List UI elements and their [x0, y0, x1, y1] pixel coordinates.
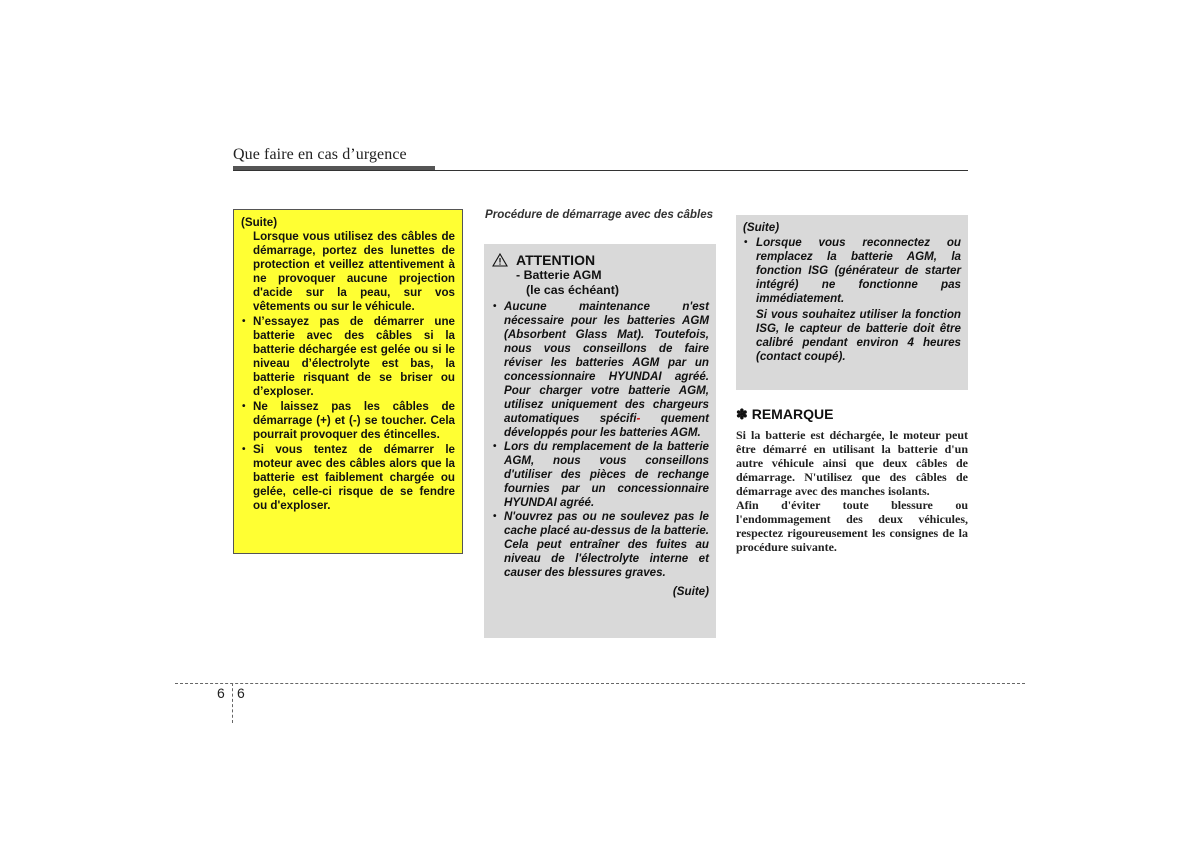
footer-divider: [232, 683, 233, 723]
attention-bullet: • Lors du remplacement de la batterie AGM, nous vous conseillons d'utiliser des pièces de rechange fournies par un concessionnaire HYUNDAI agréé.: [492, 440, 709, 510]
warning-list: [241, 315, 455, 513]
warning-intro: Lorsque vous utilisez des câbles de démarrage, portez des lunettes de protection et veillez attentivement à ne provoquer aucune projection d'acide sur la peau, sur vos vêtements ou sur le véhicule.: [253, 230, 455, 313]
section-heading: Procédure de démarrage avec des câbles: [485, 208, 714, 221]
attention-suite-label: (Suite): [672, 585, 709, 598]
attention-box: [484, 244, 716, 638]
remark-star-icon: ✽: [736, 406, 748, 422]
hyphen-mark: -: [636, 412, 641, 425]
attention-list: [492, 300, 709, 580]
warning-triangle-icon: [492, 253, 508, 267]
warning-suite-label: (Suite): [241, 216, 278, 229]
attention-bullet-tail: quement développés pour les batteries AGM.: [504, 412, 709, 439]
attention-title: ATTENTION: [516, 252, 596, 268]
continued-list: [743, 236, 961, 306]
attention-bullet: • N'ouvrez pas ou ne soulevez pas le cache placé au-dessus de la batterie. Cela peut entraîner des fuites au niveau de l'électrolyte interne et causer des blessures graves.: [492, 510, 709, 580]
continued-bullet: • Lorsque vous reconnectez ou remplacez la batterie AGM, la fonction ISG (générateur de starter intégré) ne fonctionne pas immédiatement.: [743, 236, 961, 306]
continued-box: [736, 215, 968, 390]
footer-rule: [175, 683, 1025, 684]
remark-heading: [736, 406, 833, 423]
warning-bullet: • Ne laissez pas les câbles de démarrage (+) et (-) se toucher. Cela pourrait provoquer des étincelles.: [241, 400, 455, 442]
continued-paragraph: Si vous souhaitez utiliser la fonction ISG, le capteur de batterie doit être calibré pendant environ 4 heures (contact coupé).: [756, 308, 961, 363]
page-section-title: Que faire en cas d’urgence: [233, 146, 407, 163]
continued-suite-label: (Suite): [743, 221, 780, 234]
warning-box: [233, 209, 463, 554]
remark-body: [736, 428, 968, 554]
attention-subtitle-line2: (le cas échéant): [526, 283, 619, 297]
remark-paragraph: Afin d'éviter toute blessure ou l'endommagement des deux véhicules, respectez rigoureusement les consignes de la procédure suivante.: [736, 498, 968, 554]
chapter-number: 6: [217, 685, 225, 701]
remark-paragraph: Si la batterie est déchargée, le moteur peut être démarré en utilisant la batterie d'un autre véhicule ainsi que deux câbles de démarrage. N'utilisez que des câbles de démarrage avec des manches isolants.: [736, 428, 968, 498]
attention-subtitle: [516, 268, 709, 298]
header-rule: [233, 170, 968, 171]
page-number: 6: [237, 685, 245, 701]
warning-bullet: • N’essayez pas de démarrer une batterie avec des câbles si la batterie déchargée est gelée ou si le niveau d’électrolyte est bas, la batterie risquant de se briser ou d’exploser.: [241, 315, 455, 399]
warning-bullet: • Si vous tentez de démarrer le moteur avec des câbles alors que la batterie est faiblement chargée ou gelée, celle-ci risque de se fendre ou d'exploser.: [241, 443, 455, 513]
remark-title: REMARQUE: [751, 406, 834, 422]
attention-subtitle-line1: - Batterie AGM: [516, 268, 602, 282]
attention-bullet-text: Aucune maintenance n'est nécessaire pour les batteries AGM (Absorbent Glass Mat). Toutefois, nous vous conseillons de faire réviser les batteries AGM par un concessionnaire HYUNDAI agréé. Pour charger votre batterie AGM, utilisez uniquement des chargeurs automatiques spécifi: [504, 300, 709, 425]
attention-bullet: [492, 300, 709, 440]
